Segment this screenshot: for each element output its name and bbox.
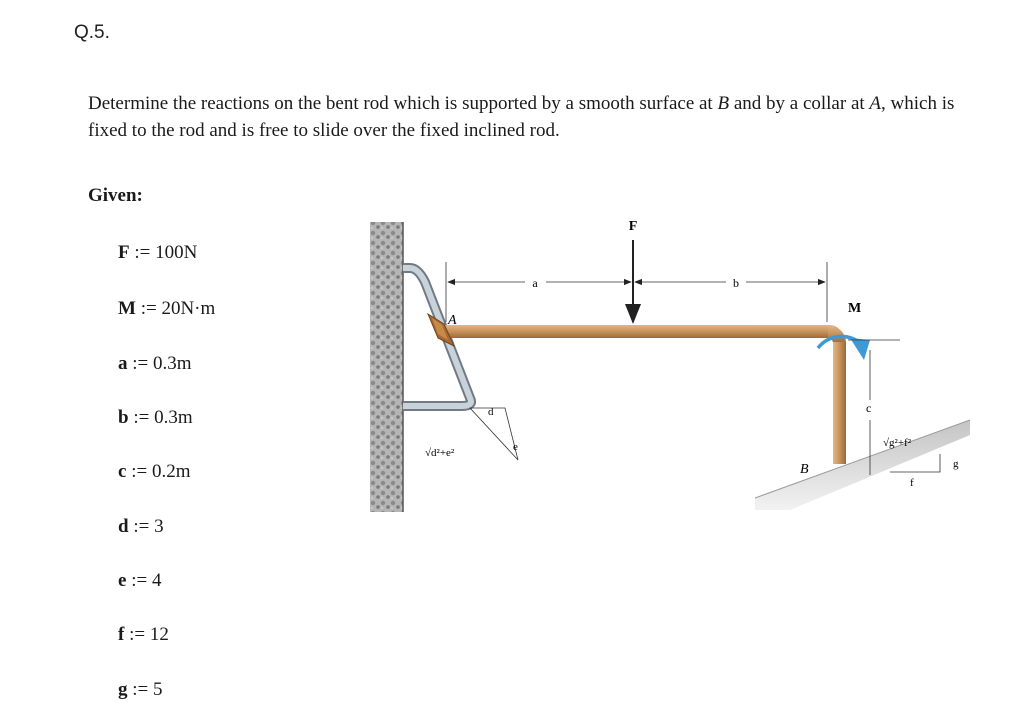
label-hyp-gf: √g²+f² bbox=[883, 437, 911, 449]
given-value: 3 bbox=[154, 516, 164, 537]
statement-text-2: and by a collar at bbox=[729, 93, 870, 114]
label-d: d bbox=[488, 406, 494, 418]
given-var-name: b bbox=[118, 407, 129, 428]
statement-point-b: B bbox=[717, 93, 730, 114]
given-value: 4 bbox=[151, 570, 162, 591]
label-c: c bbox=[866, 401, 872, 415]
label-a: a bbox=[532, 276, 538, 290]
label-f: f bbox=[910, 477, 914, 489]
bent-rod-figure bbox=[370, 210, 970, 520]
label-point-b: B bbox=[800, 462, 809, 477]
given-value: 20N·m bbox=[161, 298, 216, 319]
label-moment-m: M bbox=[848, 301, 862, 316]
problem-statement bbox=[88, 90, 998, 144]
given-value: 5 bbox=[153, 679, 163, 700]
label-b: b bbox=[733, 276, 739, 290]
vertical-rod bbox=[833, 342, 846, 464]
given-item-a bbox=[118, 353, 192, 375]
given-item-f-ratio bbox=[118, 624, 169, 646]
statement-text-1: Determine the reactions on the bent rod which is supported by a smooth surface at bbox=[88, 93, 718, 114]
given-item-e bbox=[118, 570, 161, 592]
given-item-d bbox=[118, 516, 164, 538]
given-assign-op: := bbox=[135, 298, 162, 319]
given-var-name: f bbox=[118, 624, 125, 645]
label-force-f: F bbox=[628, 219, 638, 234]
given-var-name: e bbox=[118, 570, 127, 591]
given-heading: Given: bbox=[88, 185, 143, 206]
given-item-c bbox=[118, 461, 190, 483]
given-item-b bbox=[118, 407, 193, 429]
given-assign-op: := bbox=[129, 242, 156, 263]
inclined-smooth-surface bbox=[755, 420, 970, 510]
given-value: 0.3m bbox=[153, 353, 192, 374]
given-value: 0.3m bbox=[154, 407, 193, 428]
given-assign-op: := bbox=[128, 407, 155, 428]
question-number: Q.5. bbox=[74, 22, 110, 43]
horizontal-rod bbox=[440, 325, 830, 338]
given-value: 0.2m bbox=[151, 461, 191, 482]
given-assign-op: := bbox=[127, 353, 153, 374]
given-assign-op: := bbox=[126, 461, 152, 482]
given-var-name: d bbox=[118, 516, 129, 537]
label-point-a: A bbox=[448, 313, 457, 328]
given-assign-op: := bbox=[126, 570, 152, 591]
given-assign-op: := bbox=[128, 516, 155, 537]
given-assign-op: := bbox=[124, 624, 150, 645]
statement-point-a: A bbox=[869, 93, 882, 114]
wall-rough-surface bbox=[370, 222, 403, 512]
given-assign-op: := bbox=[127, 679, 153, 700]
slope-triangle-de bbox=[470, 408, 518, 460]
given-item-f-force bbox=[118, 242, 197, 264]
label-hyp-de: √d²+e² bbox=[425, 447, 455, 459]
given-value: 12 bbox=[149, 624, 169, 645]
given-item-g bbox=[118, 679, 163, 701]
given-var-name: g bbox=[118, 679, 128, 700]
surface-edge bbox=[755, 420, 970, 498]
label-g: g bbox=[953, 458, 959, 470]
given-item-m-moment bbox=[118, 298, 215, 320]
statement-text-3: , which is fixed to the rod and is free to slide over the fixed inclined rod. bbox=[88, 93, 955, 141]
given-var-name: F bbox=[118, 242, 130, 263]
label-e: e bbox=[513, 441, 518, 453]
given-var-name: M bbox=[118, 298, 136, 319]
given-value: 100N bbox=[155, 242, 198, 263]
moment-m-arrowhead bbox=[850, 338, 870, 360]
given-var-name: c bbox=[118, 461, 127, 482]
given-var-name: a bbox=[118, 353, 128, 374]
